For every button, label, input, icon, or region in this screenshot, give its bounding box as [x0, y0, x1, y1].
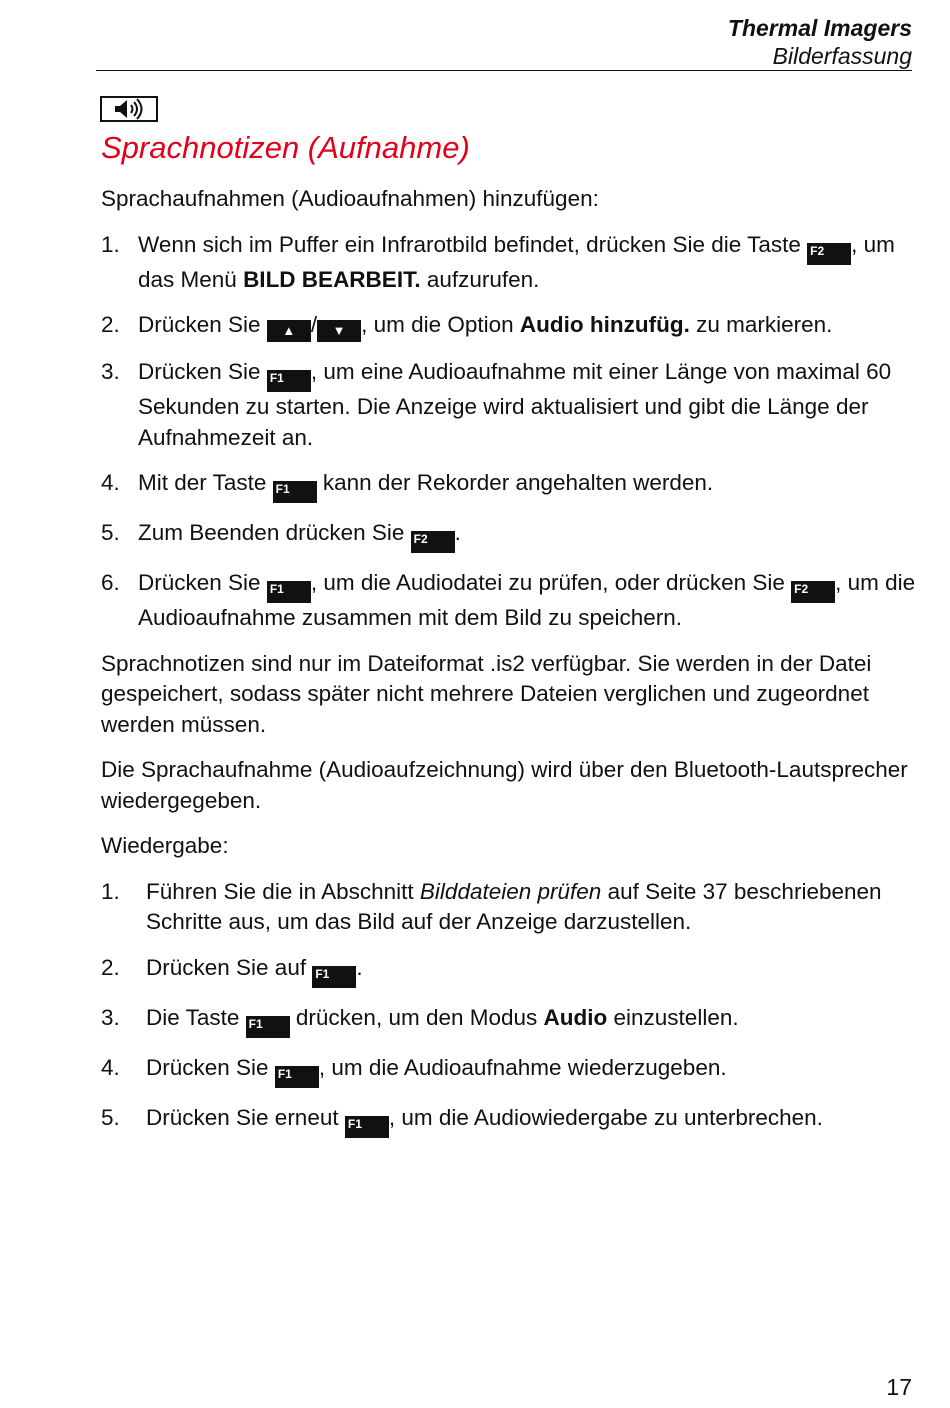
list-item: 2. Drücken Sie ▲ / ▼ , um die Option Audio hinzufüg. zu markieren.: [101, 310, 916, 342]
intro-paragraph: Sprachaufnahmen (Audioaufnahmen) hinzufügen:: [101, 186, 599, 211]
list-item: 3. Drücken Sie F1 , um eine Audioaufnahme mit einer Länge von maximal 60 Sekunden zu starten. Die Anzeige wird aktualisiert und gibt die Länge der Aufnahmezeit an.: [101, 359, 892, 450]
f1-key-icon: F1: [275, 1066, 319, 1088]
format-paragraph: Sprachnotizen sind nur im Dateiformat .is2 verfügbar. Sie werden in der Datei gespeichert, sodass später nicht mehrere Dateien verglichen und zugeordnet werden müssen.: [101, 650, 872, 737]
header-title: Thermal Imagers: [727, 15, 912, 41]
f2-key-icon: F2: [791, 581, 835, 603]
f1-key-icon: F1: [312, 966, 356, 988]
body-text: [101, 184, 916, 1153]
bluetooth-paragraph: Die Sprachaufnahme (Audioaufzeichnung) wird über den Bluetooth-Lautsprecher wiedergegeben.: [101, 757, 908, 813]
record-steps-list: [101, 230, 916, 634]
page-number: 17: [886, 1374, 912, 1400]
down-arrow-key-icon: ▼: [317, 320, 361, 342]
playback-steps-list: [101, 877, 916, 1138]
up-arrow-key-icon: ▲: [267, 320, 311, 342]
list-item: 5. Drücken Sie erneut F1 , um die Audiowiedergabe zu unterbrechen.: [101, 1103, 916, 1138]
playback-intro: Wiedergabe:: [101, 833, 229, 858]
f1-key-icon: F1: [267, 581, 311, 603]
f2-key-icon: F2: [411, 531, 455, 553]
list-item: 4. Drücken Sie F1 , um die Audioaufnahme wiederzugeben.: [101, 1053, 916, 1088]
page-header: [728, 14, 912, 70]
list-item: 3. Die Taste F1 drücken, um den Modus Audio einzustellen.: [101, 1003, 916, 1038]
header-rule: [96, 70, 912, 71]
list-item: 1. Führen Sie die in Abschnitt Bilddateien prüfen auf Seite 37 beschriebenen Schritte aus, um das Bild auf der Anzeige darzustellen.: [101, 878, 882, 934]
list-item: 4. Mit der Taste F1 kann der Rekorder angehalten werden.: [101, 468, 916, 503]
f1-key-icon: F1: [345, 1116, 389, 1138]
list-item: 1. Wenn sich im Puffer ein Infrarotbild befindet, drücken Sie die Taste F2 , um das Menü BILD BEARBEIT. aufzurufen.: [101, 231, 895, 292]
f1-key-icon: F1: [273, 481, 317, 503]
f2-key-icon: F2: [807, 243, 851, 265]
speaker-icon: [100, 96, 158, 122]
list-item: 2. Drücken Sie auf F1 .: [101, 953, 916, 988]
section-title: Sprachnotizen (Aufnahme): [101, 130, 470, 165]
f1-key-icon: F1: [246, 1016, 290, 1038]
list-item: 6. Drücken Sie F1 , um die Audiodatei zu prüfen, oder drücken Sie F2 , um die Audioaufnahme zusammen mit dem Bild zu speichern.: [101, 570, 916, 630]
f1-key-icon: F1: [267, 370, 311, 392]
list-item: 5. Zum Beenden drücken Sie F2 .: [101, 518, 916, 553]
header-subtitle: Bilderfassung: [772, 43, 912, 69]
